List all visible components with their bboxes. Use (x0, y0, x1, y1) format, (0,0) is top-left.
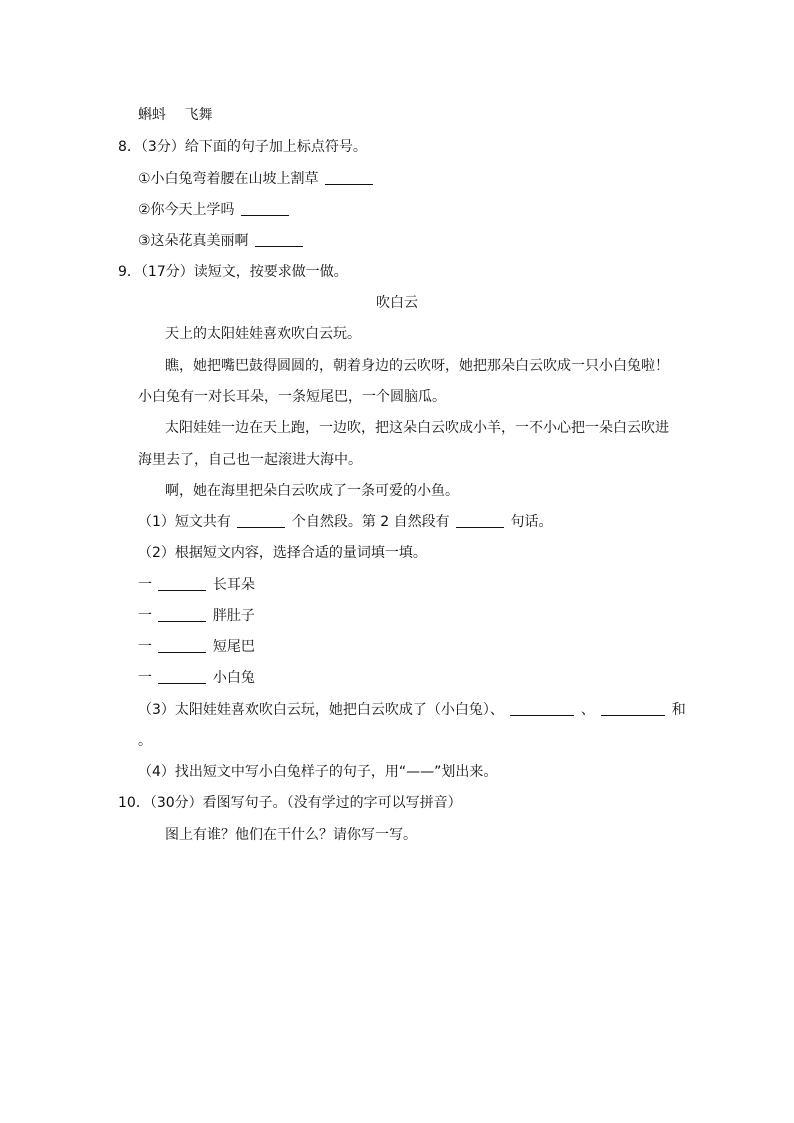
measure-noun: 短尾巴 (212, 639, 255, 655)
answer-blank[interactable] (241, 201, 289, 216)
measure-prefix: 一 (138, 608, 152, 624)
q10-prompt: 图上有谁？他们在干什么？请你写一写。 (165, 827, 417, 843)
answer-blank[interactable] (237, 513, 285, 528)
measure-prefix: 一 (138, 577, 152, 593)
q8-item-text: ③这朵花真美丽啊 (138, 233, 249, 249)
q9-sub2: （2）根据短文内容，选择合适的量词填一填。 (138, 545, 427, 561)
measure-noun: 长耳朵 (212, 577, 255, 593)
story-paragraph-4: 啊，她在海里把朵白云吹成了一条可爱的小鱼。 (165, 483, 459, 499)
q10-header: 10．（30分）看图写句子。（没有学过的字可以写拼音） (118, 795, 462, 811)
q8-item-text: ②你今天上学吗 (138, 202, 235, 218)
answer-blank[interactable] (158, 638, 206, 653)
sub1-text-a: （1）短文共有 (138, 514, 231, 530)
story-title: 吹白云 (376, 295, 418, 311)
story-paragraph-2: 瞧，她把嘴巴鼓得圆圆的，朝着身边的云吹呀，她把那朵白云吹成一只小白兔啦！ (165, 358, 669, 374)
sub3-end: 和 (671, 702, 686, 718)
top-words: 蝌蚪 飞舞 (138, 107, 213, 123)
answer-blank[interactable] (601, 701, 665, 716)
measure-item (138, 637, 255, 657)
measure-prefix: 一 (138, 639, 152, 655)
sub3-text: （3）太阳娃娃喜欢吹白云玩，她把白云吹成了（小白兔）、 (138, 702, 504, 718)
sub1-text-c: 句话。 (510, 514, 553, 530)
story-paragraph-2-cont: 小白兔有一对长耳朵，一条短尾巴，一个圆脑瓜。 (138, 389, 446, 405)
measure-prefix: 一 (138, 670, 152, 686)
q9-header: 9．（17分）读短文，按要求做一做。 (118, 264, 348, 280)
q8-item-2 (138, 200, 291, 220)
story-paragraph-3-cont: 海里去了，自己也一起滚进大海中。 (138, 452, 362, 468)
q9-sub3-tail: 。 (138, 733, 152, 749)
story-paragraph-1: 天上的太阳娃娃喜欢吹白云玩。 (165, 326, 361, 342)
story-paragraph-3: 太阳娃娃一边在天上跑，一边吹，把这朵白云吹成小羊，一不小心把一朵白云吹进 (165, 420, 669, 436)
q8-item-1 (138, 169, 375, 189)
answer-blank[interactable] (158, 669, 206, 684)
q9-sub3 (138, 700, 686, 720)
measure-item (138, 575, 255, 595)
q8-item-text: ①小白兔弯着腰在山坡上割草 (138, 171, 319, 187)
answer-blank[interactable] (158, 607, 206, 622)
measure-item (138, 668, 255, 688)
measure-noun: 胖肚子 (212, 608, 255, 624)
sub1-text-b: 个自然段。第 2 自然段有 (291, 514, 450, 530)
answer-blank[interactable] (255, 232, 303, 247)
q9-sub1 (138, 512, 553, 532)
answer-blank[interactable] (510, 701, 574, 716)
measure-noun: 小白兔 (212, 670, 255, 686)
sub3-sep: 、 (580, 702, 595, 718)
q8-item-3 (138, 231, 305, 251)
answer-blank[interactable] (158, 576, 206, 591)
answer-blank[interactable] (456, 513, 504, 528)
measure-item (138, 606, 255, 626)
q9-sub4: （4）找出短文中写小白兔样子的句子，用“——”划出来。 (138, 764, 498, 780)
answer-blank[interactable] (325, 170, 373, 185)
q8-header: 8．（3分）给下面的句子加上标点符号。 (118, 139, 367, 155)
